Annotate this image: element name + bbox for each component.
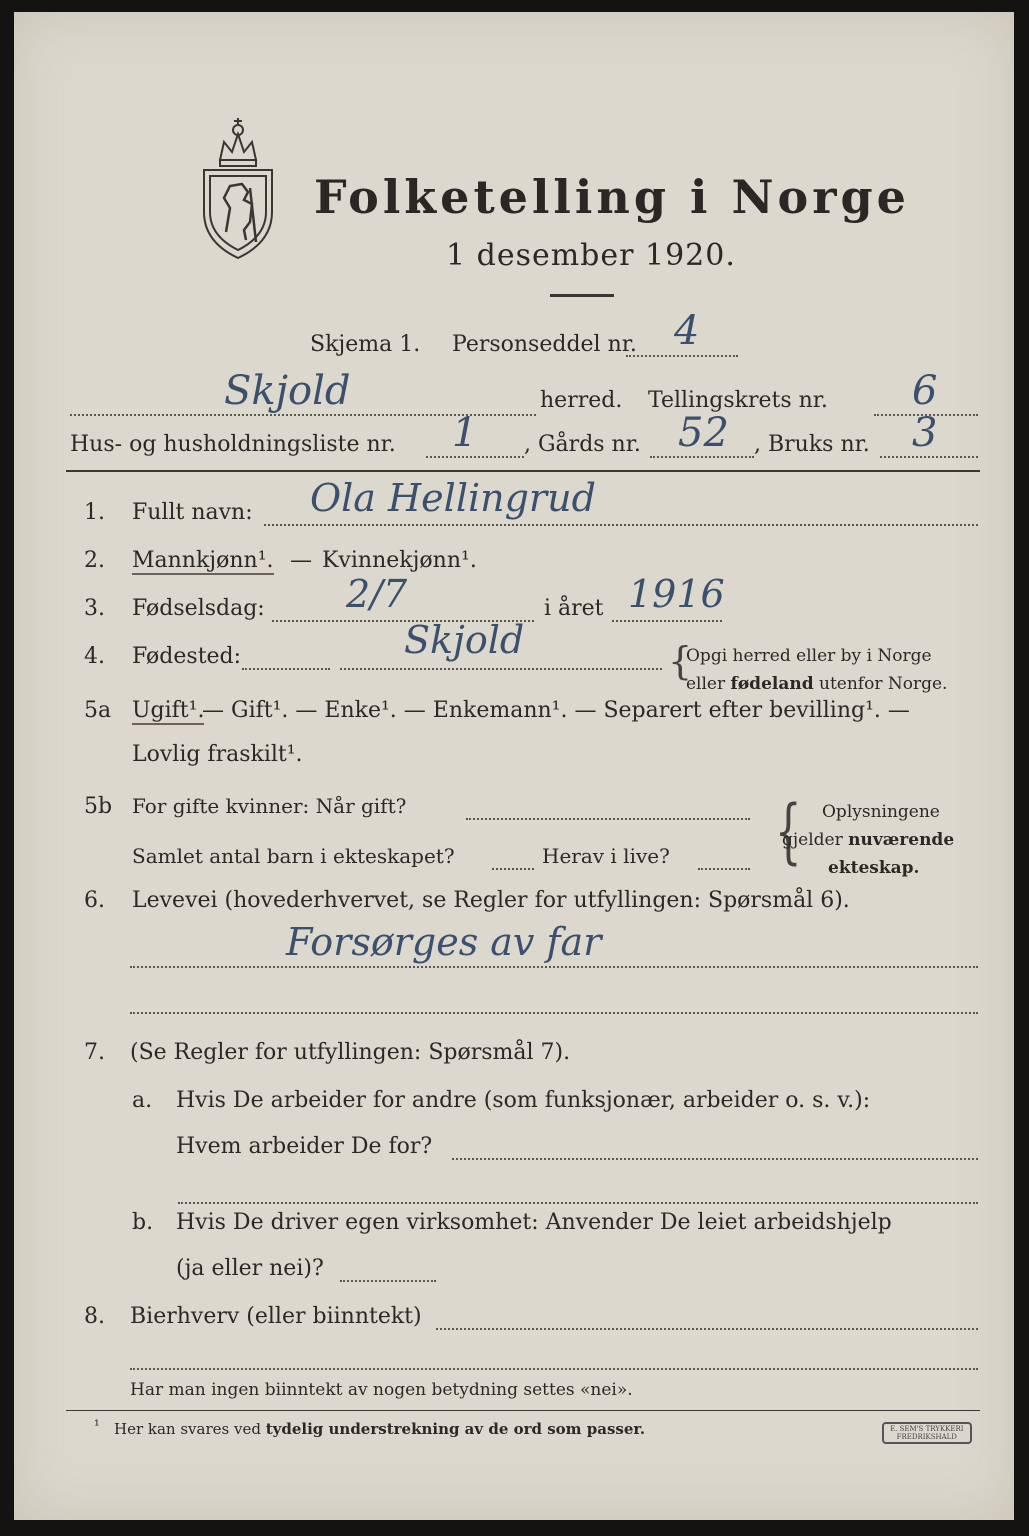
q7-label: (Se Regler for utfyllingen: Spørsmål 7). xyxy=(130,1040,571,1065)
birthplace-field-a[interactable] xyxy=(242,668,330,670)
children-total-field[interactable] xyxy=(492,868,534,870)
coat-of-arms-icon xyxy=(190,112,286,262)
bruks-field[interactable] xyxy=(880,456,978,458)
gards-value: 52 xyxy=(678,410,729,456)
q7a-line2: Hvem arbeider De for? xyxy=(176,1134,433,1159)
occupation-value: Forsørges av far xyxy=(286,920,602,964)
header-rule xyxy=(66,470,980,472)
census-form-sheet xyxy=(14,12,1014,1520)
tellingskrets-label: Tellingskrets nr. xyxy=(648,388,828,413)
q5b-note2: gjelder nuværende xyxy=(782,830,955,850)
q3-label: Fødselsdag: xyxy=(132,596,265,621)
q4-note-line2: eller fødeland utenfor Norge. xyxy=(686,674,948,694)
footnote-mark: ¹ xyxy=(94,1418,100,1434)
birthplace-value: Skjold xyxy=(404,618,525,662)
q5a-options[interactable]: — Gift¹. — Enke¹. — Enkemann¹. — Separert efter bevilling¹. — xyxy=(202,698,910,723)
q7b-letter: b. xyxy=(132,1210,154,1235)
q2-separator: — xyxy=(290,548,312,573)
q5a-number: 5a xyxy=(84,698,112,723)
q2-number: 2. xyxy=(84,548,105,573)
q5b-label3: Herav i live? xyxy=(542,844,670,868)
gards-field[interactable] xyxy=(650,456,754,458)
hus-field[interactable] xyxy=(426,456,524,458)
side-income-field[interactable] xyxy=(436,1328,978,1330)
q5b-number: 5b xyxy=(84,794,113,819)
birthyear-value: 1916 xyxy=(628,572,725,616)
footer-note: Har man ingen biinntekt av nogen betydning settes «nei». xyxy=(130,1380,633,1400)
herred-value: Skjold xyxy=(224,368,351,414)
personseddel-field[interactable] xyxy=(626,355,738,357)
option-mannkjonn[interactable]: Mannkjønn¹. xyxy=(132,548,274,573)
herred-label: herred. xyxy=(540,388,623,413)
q8-number: 8. xyxy=(84,1304,105,1329)
employer-field-2[interactable] xyxy=(178,1202,978,1204)
q7a-letter: a. xyxy=(132,1088,153,1113)
tellingskrets-value: 6 xyxy=(912,368,938,414)
q5b-note1: Oplysningene xyxy=(822,802,940,822)
option-kvinnekjonn[interactable]: Kvinnekjønn¹. xyxy=(322,548,477,573)
q5b-label1: For gifte kvinner: Når gift? xyxy=(132,794,407,818)
occupation-field[interactable] xyxy=(130,966,978,968)
footnote-text: Her kan svares ved tydelig understrekning av de ord som passer. xyxy=(114,1420,646,1438)
q6-label: Levevei (hovederhvervet, se Regler for utfyllingen: Spørsmål 6). xyxy=(132,888,850,913)
q7b-line1: Hvis De driver egen virksomhet: Anvender De leiet arbeidshjelp xyxy=(176,1210,892,1235)
hus-label: Hus- og husholdningsliste nr. xyxy=(70,432,396,457)
q4-number: 4. xyxy=(84,644,105,669)
employer-field[interactable] xyxy=(452,1158,978,1160)
q3-number: 3. xyxy=(84,596,105,621)
full-name-field[interactable] xyxy=(264,524,978,526)
q5b-note3: ekteskap. xyxy=(828,858,920,878)
footer-rule xyxy=(66,1410,980,1411)
option-lovlig-fraskilt[interactable]: Lovlig fraskilt¹. xyxy=(132,742,303,767)
year-label: i året xyxy=(544,596,604,621)
q5b-label2: Samlet antal barn i ekteskapet? xyxy=(132,844,455,868)
birthdate-value: 2/7 xyxy=(346,572,408,616)
q7b-line2: (ja eller nei)? xyxy=(176,1256,324,1281)
side-income-field-2[interactable] xyxy=(130,1368,978,1370)
hus-value: 1 xyxy=(452,410,478,456)
children-alive-field[interactable] xyxy=(698,868,750,870)
q7a-line1: Hvis De arbeider for andre (som funksjonær, arbeider o. s. v.): xyxy=(176,1088,871,1113)
form-date: 1 desember 1920. xyxy=(446,238,736,273)
personseddel-value: 4 xyxy=(674,308,700,354)
skjema-label: Skjema 1. xyxy=(310,332,421,357)
q4-label: Fødested: xyxy=(132,644,242,669)
personseddel-label: Personseddel nr. xyxy=(452,332,637,357)
form-title: Folketelling i Norge xyxy=(314,170,910,224)
option-ugift[interactable]: Ugift¹. xyxy=(132,698,205,723)
q4-note-line1: Opgi herred eller by i Norge xyxy=(686,646,932,666)
q4-brace: { xyxy=(668,639,693,683)
q6-number: 6. xyxy=(84,888,105,913)
q8-label: Bierhverv (eller biinntekt) xyxy=(130,1304,422,1329)
married-date-field[interactable] xyxy=(466,818,750,820)
q1-label: Fullt navn: xyxy=(132,500,253,525)
birthplace-field[interactable] xyxy=(340,668,662,670)
birthyear-field[interactable] xyxy=(612,620,722,622)
gards-label: , Gårds nr. xyxy=(524,432,641,457)
printer-stamp: E. SEM'S TRYKKERI FREDRIKSHALD xyxy=(882,1422,972,1444)
bruks-label: , Bruks nr. xyxy=(754,432,870,457)
hired-help-field[interactable] xyxy=(340,1280,436,1282)
q7-number: 7. xyxy=(84,1040,105,1065)
occupation-field-2[interactable] xyxy=(130,1012,978,1014)
bruks-value: 3 xyxy=(912,410,938,456)
q5b-brace: { xyxy=(774,790,802,872)
title-divider xyxy=(550,294,614,297)
full-name-value: Ola Hellingrud xyxy=(310,476,596,520)
q1-number: 1. xyxy=(84,500,105,525)
